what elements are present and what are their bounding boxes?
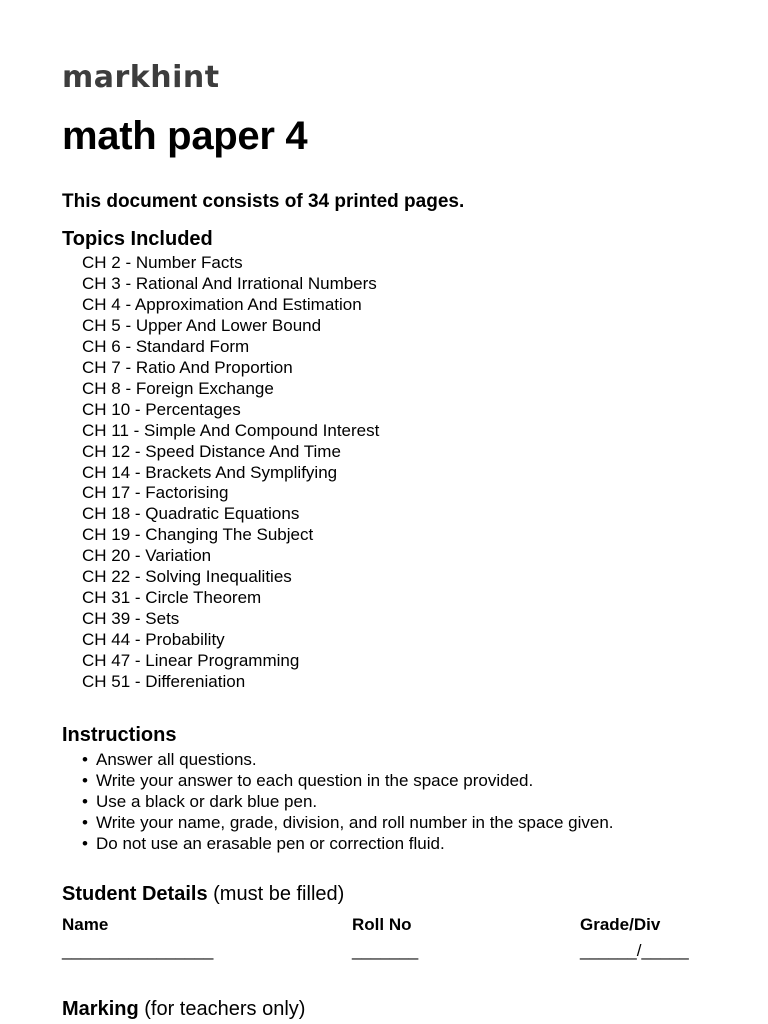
topic-item: CH 6 - Standard Form: [82, 336, 250, 356]
instruction-text: Answer all questions.: [96, 750, 257, 769]
instruction-item: [82, 770, 614, 791]
topic-item: CH 17 - Factorising: [82, 483, 229, 503]
bullet-icon: •: [82, 834, 88, 853]
bullet-icon: •: [82, 750, 88, 769]
topic-item: CH 51 - Differeniation: [82, 672, 246, 692]
topic-item: CH 20 - Variation: [82, 546, 212, 566]
topic-item: CH 31 - Circle Theorem: [82, 588, 262, 608]
topic-item: CH 47 - Linear Programming: [82, 651, 300, 671]
roll-no-blank[interactable]: _______: [352, 941, 419, 960]
brand-logo: markhint: [62, 60, 220, 95]
instruction-item: [82, 791, 614, 812]
name-field[interactable]: [62, 914, 213, 962]
instruction-item: [82, 812, 614, 833]
marking-heading: [62, 997, 305, 1021]
bullet-icon: •: [82, 771, 88, 790]
student-details-heading: [62, 882, 344, 906]
instruction-item: [82, 749, 614, 770]
page-title: math paper 4: [62, 114, 308, 158]
topic-item: CH 12 - Speed Distance And Time: [82, 441, 341, 461]
bullet-icon: •: [82, 813, 88, 832]
topic-item: CH 8 - Foreign Exchange: [82, 378, 274, 398]
instruction-item: [82, 833, 614, 854]
topic-item: CH 10 - Percentages: [82, 399, 241, 419]
marking-note: (for teachers only): [144, 998, 306, 1020]
topic-item: CH 3 - Rational And Irrational Numbers: [82, 273, 377, 293]
roll-no-label: Roll No: [352, 915, 412, 934]
instruction-text: Write your name, grade, division, and roll number in the space given.: [96, 813, 614, 832]
instruction-text: Write your answer to each question in the space provided.: [96, 771, 534, 790]
topic-item: CH 22 - Solving Inequalities: [82, 567, 292, 587]
topic-item: CH 4 - Approximation And Estimation: [82, 294, 362, 314]
topic-item: CH 39 - Sets: [82, 609, 180, 629]
topics-list: [82, 253, 379, 693]
marking-title: Marking: [62, 998, 139, 1020]
student-details-note: (must be filled): [213, 883, 345, 905]
name-label: Name: [62, 915, 109, 934]
instruction-text: Do not use an erasable pen or correction fluid.: [96, 834, 445, 853]
instructions-heading: Instructions: [62, 724, 177, 746]
topic-item: CH 19 - Changing The Subject: [82, 525, 314, 545]
instructions-list: [82, 749, 614, 854]
grade-div-blank[interactable]: ______/_____: [580, 941, 689, 960]
topic-item: CH 18 - Quadratic Equations: [82, 504, 300, 524]
topics-heading: Topics Included: [62, 228, 213, 250]
topic-item: CH 11 - Simple And Compound Interest: [82, 420, 380, 440]
instruction-text: Use a black or dark blue pen.: [96, 792, 318, 811]
bullet-icon: •: [82, 792, 88, 811]
name-blank[interactable]: ________________: [62, 941, 214, 960]
topic-item: CH 2 - Number Facts: [82, 253, 243, 272]
topic-item: CH 44 - Probability: [82, 630, 225, 650]
roll-no-field[interactable]: [352, 914, 418, 962]
page-count-statement: This document consists of 34 printed pages.: [62, 191, 465, 212]
grade-div-field[interactable]: [580, 914, 689, 962]
grade-div-label: Grade/Div: [580, 915, 661, 934]
topic-item: CH 5 - Upper And Lower Bound: [82, 315, 322, 335]
topic-item: CH 7 - Ratio And Proportion: [82, 357, 293, 377]
student-details-title: Student Details: [62, 883, 208, 905]
topic-item: CH 14 - Brackets And Symplifying: [82, 462, 338, 482]
